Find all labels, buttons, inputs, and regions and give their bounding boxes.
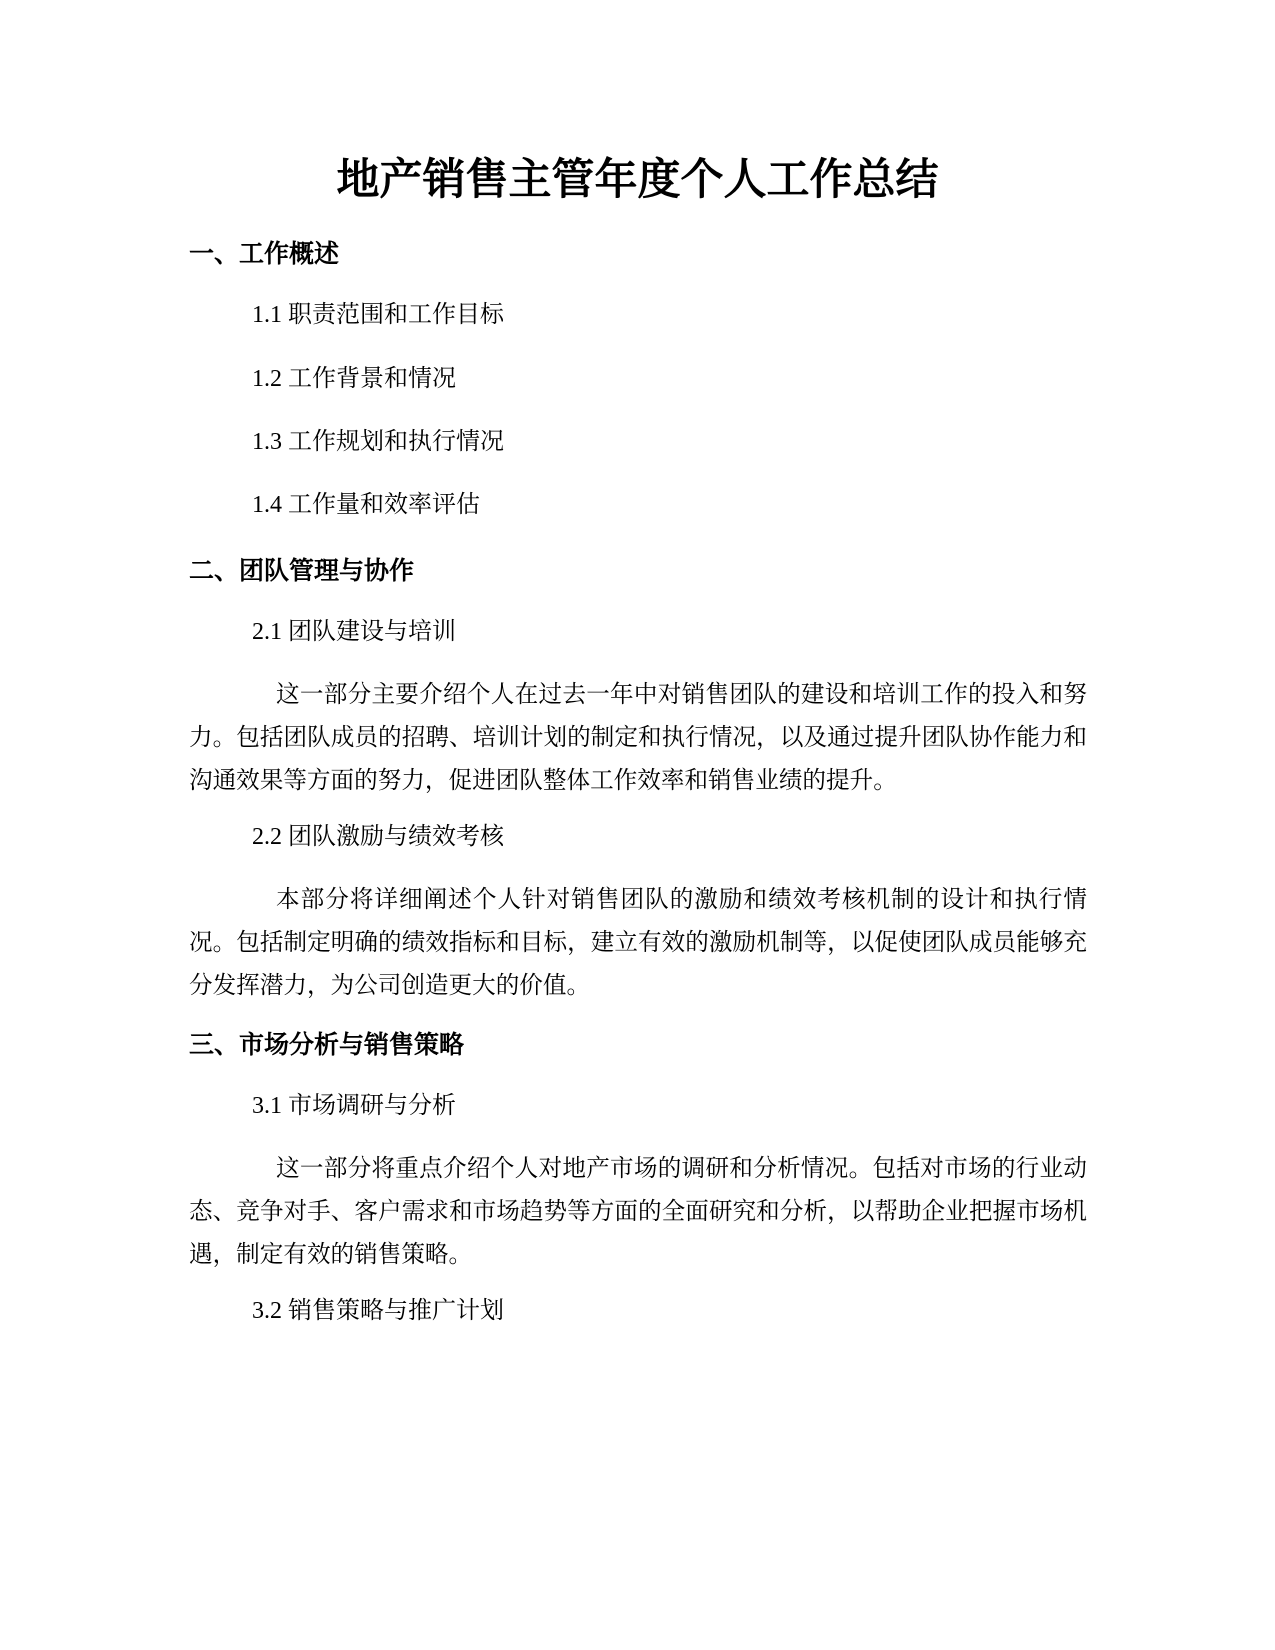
subsection-heading-3-2: 3.2 销售策略与推广计划 <box>252 1298 504 1324</box>
section-heading-team-management: 二、团队管理与协作 <box>189 556 415 585</box>
section-heading-work-overview: 一、工作概述 <box>189 239 340 268</box>
subsection-heading-2-1: 2.1 团队建设与培训 <box>252 619 456 645</box>
paragraph-3-1: 这一部分将重点介绍个人对地产市场的调研和分析情况。包括对市场的行业动态、竞争对手、客户需求和市场趋势等方面的全面研究和分析，以帮助企业把握市场机遇，制定有效的销售策略。 <box>189 1156 1087 1268</box>
subsection-heading-1-1: 1.1 职责范围和工作目标 <box>252 302 504 328</box>
subsection-heading-1-2: 1.2 工作背景和情况 <box>252 366 456 392</box>
subsection-heading-1-4: 1.4 工作量和效率评估 <box>252 492 480 518</box>
subsection-heading-3-1: 3.1 市场调研与分析 <box>252 1093 456 1119</box>
subsection-heading-2-2: 2.2 团队激励与绩效考核 <box>252 824 504 850</box>
paragraph-2-1: 这一部分主要介绍个人在过去一年中对销售团队的建设和培训工作的投入和努力。包括团队成员的招聘、培训计划的制定和执行情况，以及通过提升团队协作能力和沟通效果等方面的努力，促进团队整体工作效率和销售业绩的提升。 <box>189 682 1087 794</box>
document-title: 地产销售主管年度个人工作总结 <box>336 155 939 205</box>
subsection-heading-1-3: 1.3 工作规划和执行情况 <box>252 429 504 455</box>
paragraph-2-2: 本部分将详细阐述个人针对销售团队的激励和绩效考核机制的设计和执行情况。包括制定明确的绩效指标和目标，建立有效的激励机制等，以促使团队成员能够充分发挥潜力，为公司创造更大的价值。 <box>189 887 1087 999</box>
section-heading-market-analysis: 三、市场分析与销售策略 <box>189 1030 465 1059</box>
